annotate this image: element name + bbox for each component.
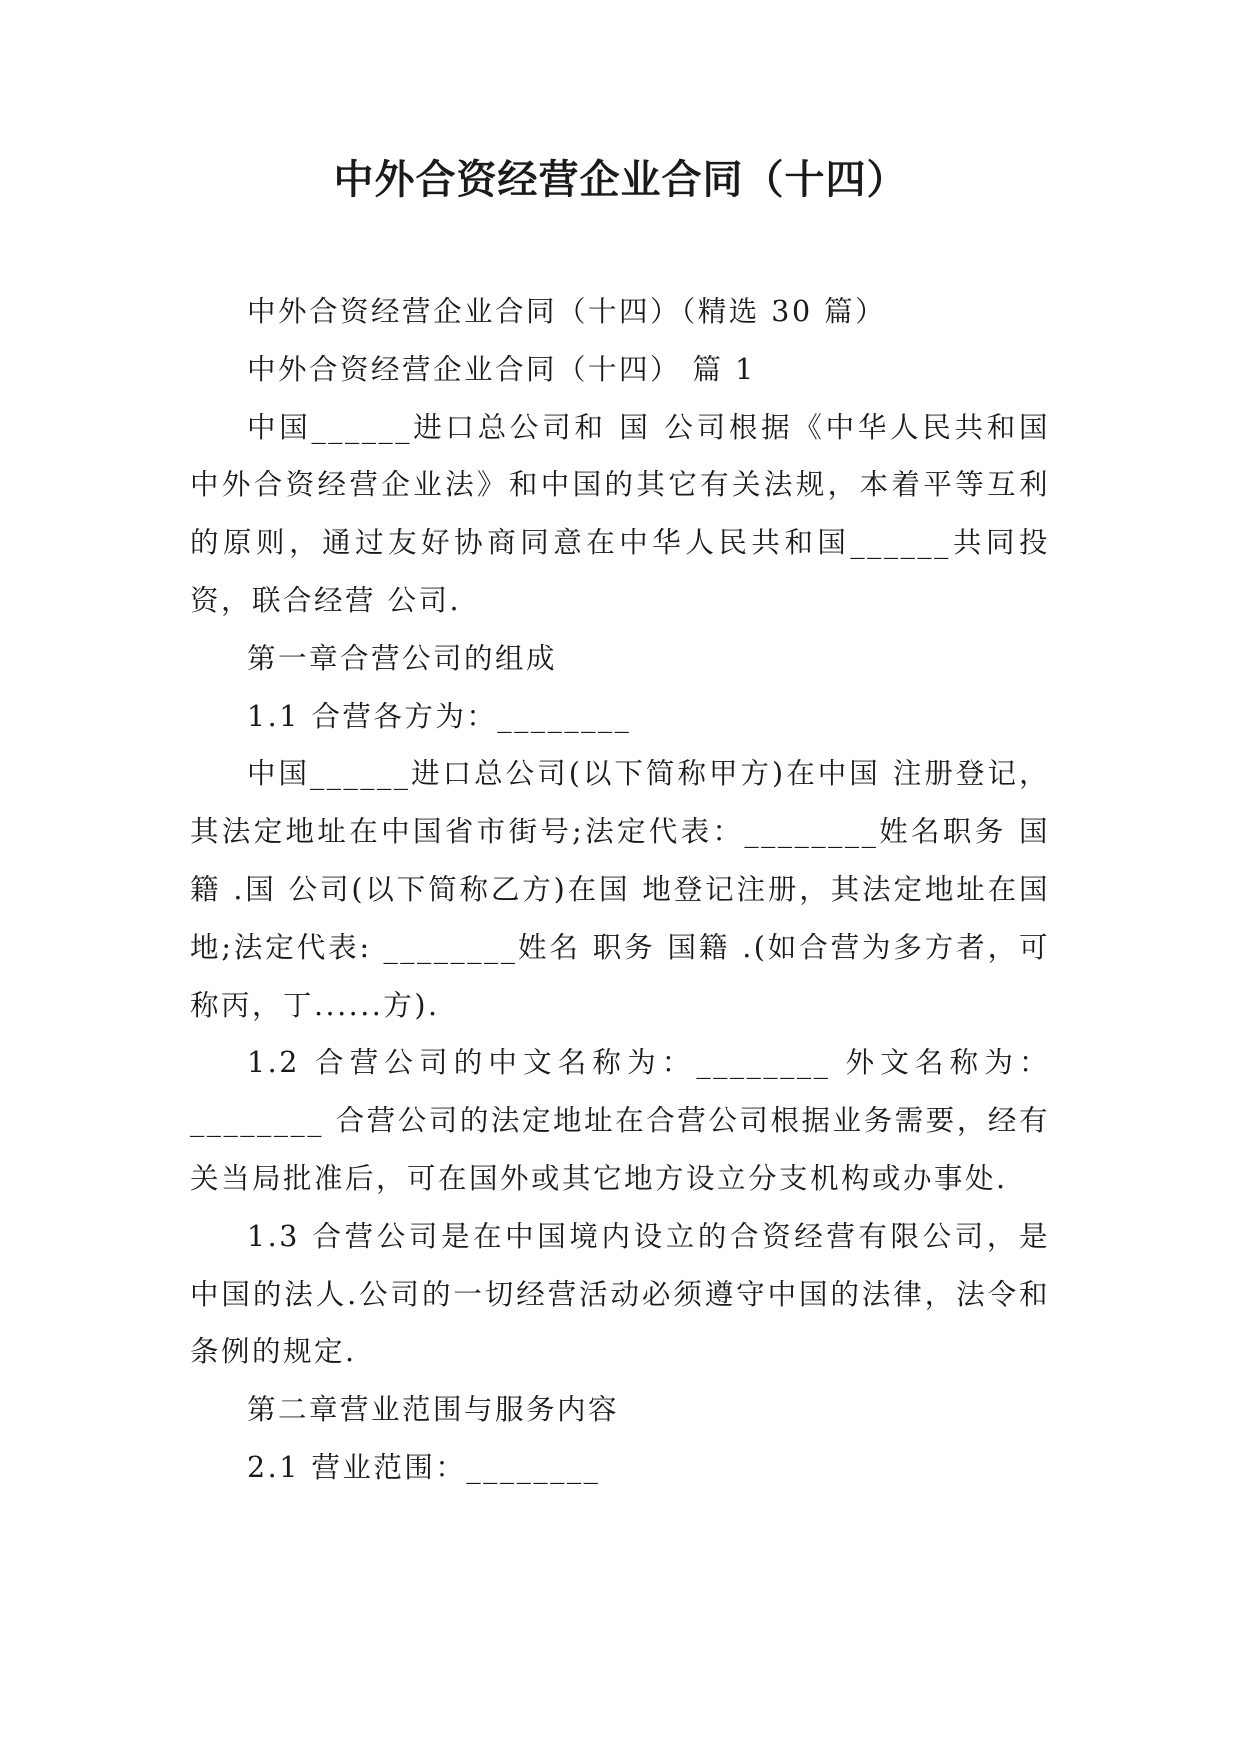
paragraph-section-heading: 中外合资经营企业合同（十四） 篇 1 bbox=[247, 352, 756, 386]
paragraph-subtitle: 中外合资经营企业合同（十四）（精选 30 篇） bbox=[247, 295, 887, 328]
clause-1-2: 1.2 合营公司的中文名称为：________ 外文名称为：________ 合营公司的法定地址在合营公司根据业务需要，经有关当局批准后，可在国外或其它地方设立分支机构或办事处. bbox=[190, 1046, 1050, 1195]
clause-2-1: 2.1 营业范围：________ bbox=[247, 1450, 601, 1484]
clause-1-3: 1.3 合营公司是在中国境内设立的合资经营有限公司，是中国的法人.公司的一切经营活动必须遵守中国的法律，法令和条例的规定. bbox=[190, 1219, 1050, 1369]
clause-1-1-parties: 中国______进口总公司(以下简称甲方)在中国 注册登记，其法定地址在中国省市街号;法定代表：________姓名职务 国籍 .国 公司(以下简称乙方)在国 地登记注册，其法定地址在国 地;法定代表: ________姓名 职务 国籍 .(如合营为多方者，可称丙，丁......方). bbox=[190, 757, 1050, 1022]
paragraph-preamble: 中国______进口总公司和 国 公司根据《中华人民共和国中外合资经营企业法》和中国的其它有关法规，本着平等互利的原则，通过友好协商同意在中华人民共和国______共同投资，联合经营 公司. bbox=[190, 410, 1050, 617]
chapter-heading-1: 第一章合营公司的组成 bbox=[247, 641, 558, 675]
clause-1-1: 1.1 合营各方为：________ bbox=[247, 699, 632, 733]
document-title: 中外合资经营企业合同（十四） bbox=[333, 157, 908, 203]
chapter-heading-2: 第二章营业范围与服务内容 bbox=[247, 1393, 620, 1427]
document-body bbox=[190, 283, 1050, 1497]
